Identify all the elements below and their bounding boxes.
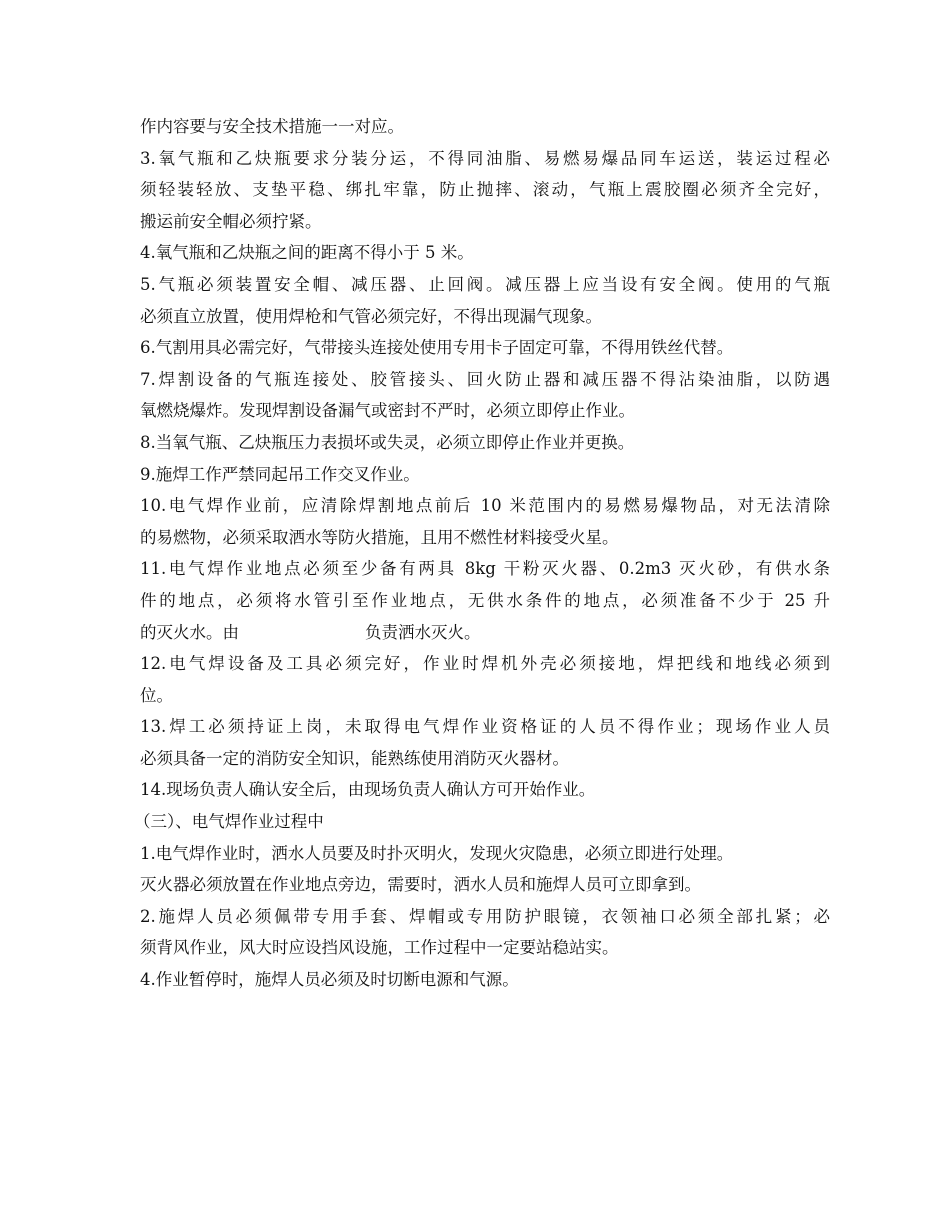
list-item-7-line-1: 7.焊割设备的气瓶连接处、胶管接头、回火防止器和减压器不得沾染油脂，以防遇 [140, 369, 830, 389]
list-item-5-line-2: 必须直立放置，使用焊枪和气管必须完好，不得出现漏气现象。 [140, 306, 602, 326]
list-item-11-line-2: 件的地点，必须将水管引至作业地点，无供水条件的地点，必须准备不少于 25 升 [140, 590, 830, 610]
section-heading: （三）、电气焊作业过程中 [134, 812, 324, 832]
list-item-4: 4.氧气瓶和乙炔瓶之间的距离不得小于 5 米。 [140, 243, 474, 263]
list-item-7-line-2: 氧燃烧爆炸。发现焊割设备漏气或密封不严时，必须立即停止作业。 [140, 401, 635, 421]
process-item-1-line-2: 灭火器必须放置在作业地点旁边，需要时，洒水人员和施焊人员可立即拿到。 [140, 875, 701, 895]
list-item-3-line-3: 搬运前安全帽必须拧紧。 [140, 211, 322, 231]
list-item-3-line-1: 3.氧气瓶和乙炔瓶要求分装分运，不得同油脂、易燃易爆品同车运送，装运过程必 [140, 148, 830, 168]
list-item-12-line-2: 位。 [140, 685, 173, 705]
list-item-9: 9.施焊工作严禁同起吊工作交叉作业。 [140, 464, 420, 484]
text-fragment: 负责洒水灭火。 [365, 622, 481, 642]
process-item-2-line-2: 须背风作业，风大时应设挡风设施，工作过程中一定要站稳站实。 [140, 938, 619, 958]
list-item-10-line-2: 的易燃物，必须采取洒水等防火措施，且用不燃性材料接受火星。 [140, 527, 619, 547]
list-item-8: 8.当氧气瓶、乙炔瓶压力表损坏或失灵，必须立即停止作业并更换。 [140, 432, 635, 452]
document-body [134, 111, 830, 996]
list-item-14: 14.现场负责人确认安全后，由现场负责人确认方可开始作业。 [140, 780, 596, 800]
list-item-11-line-3 [140, 617, 830, 649]
list-item-11-line-1: 11.电气焊作业地点必须至少备有两具 8kg 干粉灭火器、0.2m3 灭火砂，有供水条 [140, 559, 830, 579]
list-item-3-line-2: 须轻装轻放、支垫平稳、绑扎牢靠，防止抛摔、滚动，气瓶上震胶圈必须齐全完好， [140, 180, 830, 200]
list-item-6: 6.气割用具必需完好，气带接头连接处使用专用卡子固定可靠，不得用铁丝代替。 [140, 338, 734, 358]
list-item-12-line-1: 12.电气焊设备及工具必须完好，作业时焊机外壳必须接地，焊把线和地线必须到 [140, 654, 830, 674]
text-fragment: 的灭火水。由 [140, 622, 239, 642]
list-item-10-line-1: 10.电气焊作业前，应清除焊割地点前后 10 米范围内的易燃易爆物品，对无法清除 [140, 496, 830, 516]
text-line: 作内容要与安全技术措施一一对应。 [140, 117, 404, 136]
list-item-5-line-1: 5.气瓶必须装置安全帽、减压器、止回阀。减压器上应当设有安全阀。使用的气瓶 [140, 274, 830, 294]
process-item-1-line-1: 1.电气焊作业时，洒水人员要及时扑灭明火，发现火灾隐患，必须立即进行处理。 [140, 843, 734, 863]
process-item-2-line-1: 2.施焊人员必须佩带专用手套、焊帽或专用防护眼镜，衣领袖口必须全部扎紧；必 [140, 906, 830, 926]
list-item-13-line-1: 13.焊工必须持证上岗，未取得电气焊作业资格证的人员不得作业；现场作业人员 [140, 717, 830, 737]
process-item-4: 4.作业暂停时，施焊人员必须及时切断电源和气源。 [140, 970, 519, 990]
list-item-13-line-2: 必须具备一定的消防安全知识，能熟练使用消防灭火器材。 [140, 748, 569, 768]
